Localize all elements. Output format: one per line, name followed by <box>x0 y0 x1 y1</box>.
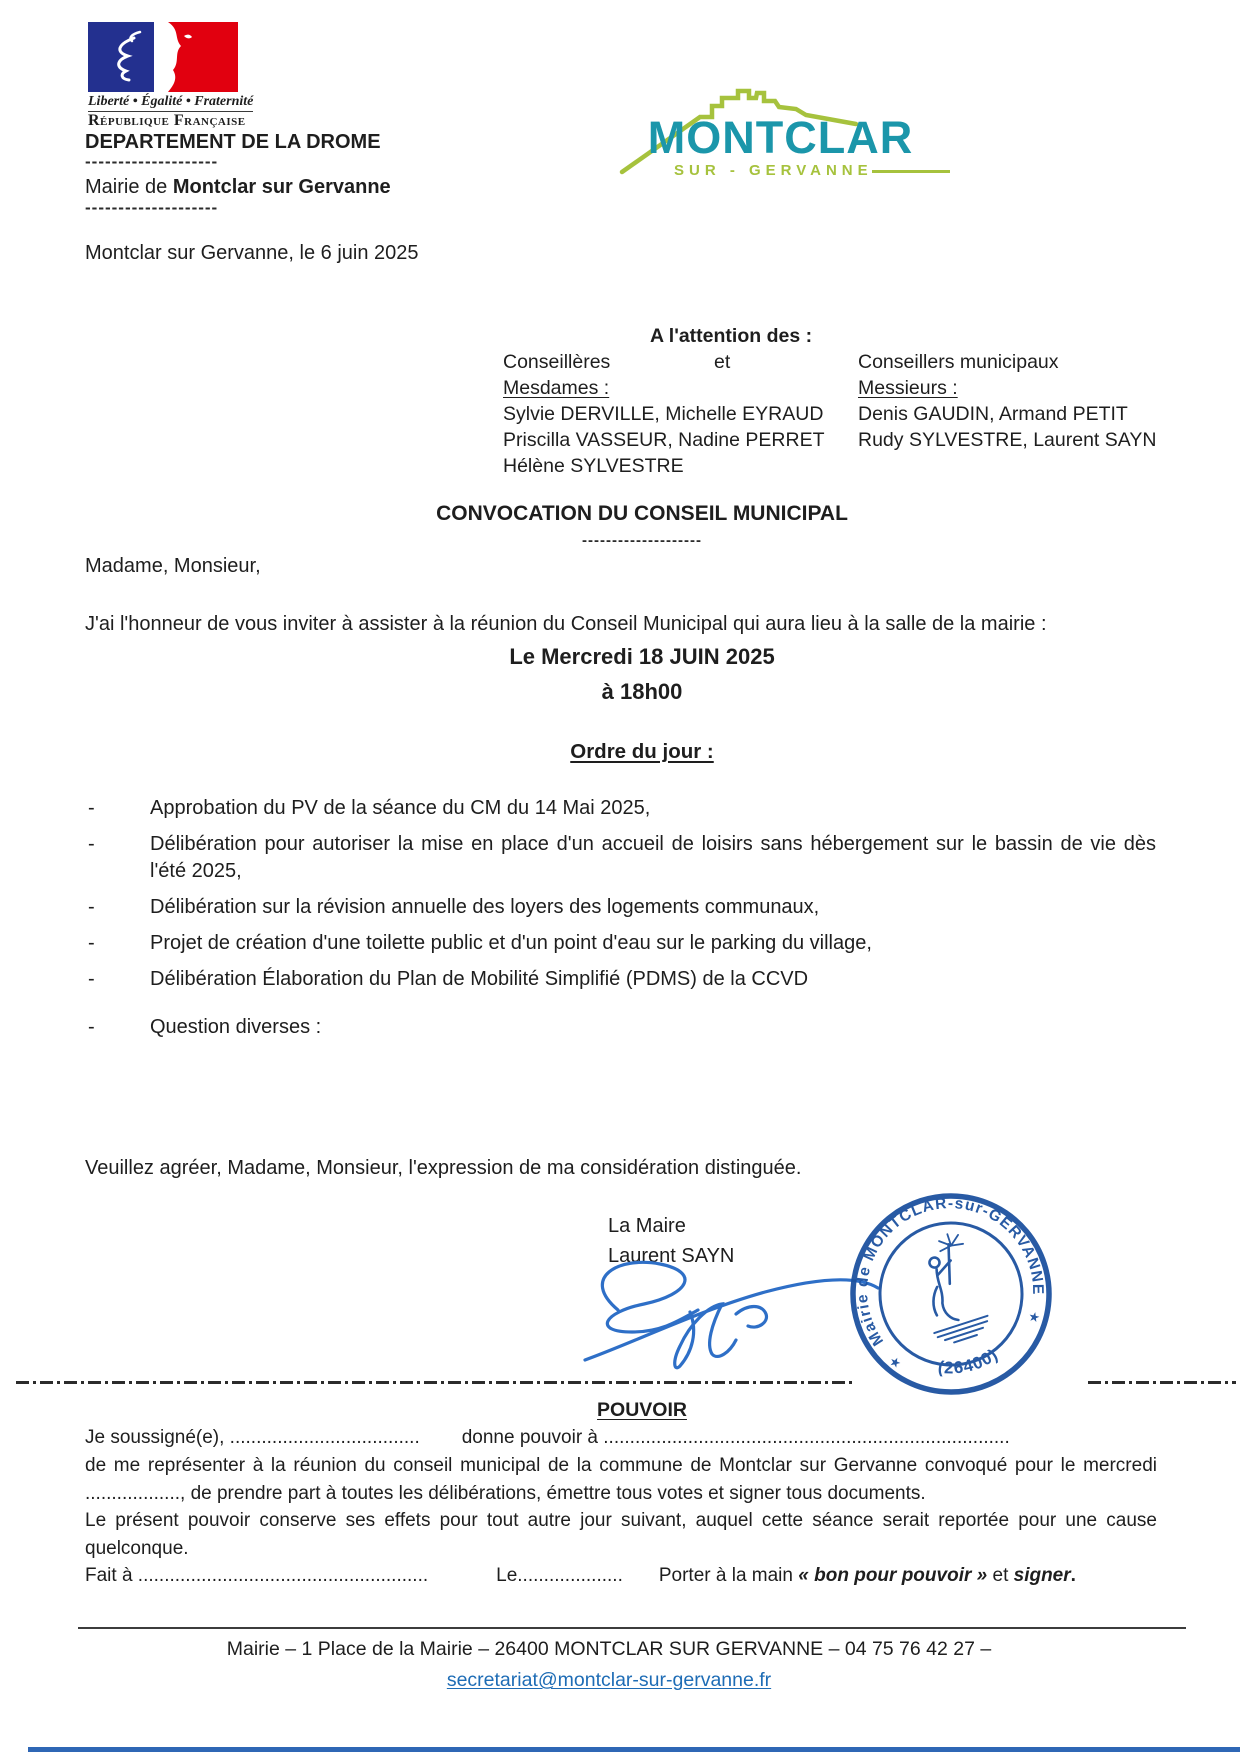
pouvoir-paragraph-2: Le présent pouvoir conserve ses effets pour tout autre jour suivant, auquel cette séance serait reportée pour une cause quelconque. <box>85 1510 1157 1559</box>
agenda-item: - Délibération Élaboration du Plan de Mobilité Simplifié (PDMS) de la CCVD <box>88 966 1156 993</box>
fait-a-field: Fait à ....................................................... <box>85 1565 429 1586</box>
footer-email-line <box>0 1669 1218 1692</box>
department-label: DEPARTEMENT DE LA DROME <box>85 131 381 153</box>
dateline: Montclar sur Gervanne, le 6 juin 2025 <box>85 242 419 264</box>
document-title: CONVOCATION DU CONSEIL MUNICIPAL <box>436 502 848 525</box>
montclar-logo <box>608 64 953 182</box>
dashed-rule-bottom: -------------------- <box>85 198 219 217</box>
attention-right-group: Conseillers municipaux <box>858 351 1059 373</box>
agenda-item: - Délibération sur la révision annuelle des loyers des logements communaux, <box>88 894 1156 921</box>
attention-left-group: Conseillères <box>503 351 611 373</box>
agenda-list <box>88 795 1156 1002</box>
stamp-star-right: ★ <box>1026 1308 1042 1326</box>
mairie-prefix: Mairie de <box>85 176 173 198</box>
closing-paragraph: Veuillez agréer, Madame, Monsieur, l'expression de ma considération distinguée. <box>85 1157 802 1179</box>
pouvoir-paragraph-1: de me représenter à la réunion du conseil municipal de la commune de Montclar sur Gervanne convoqué pour le mercredi .................., de prendre part à toutes les délibérations, émettre tous votes et signer tous documents. <box>85 1455 1157 1504</box>
list-dash: - <box>88 896 95 918</box>
mairie-name: Montclar sur Gervanne <box>172 176 391 198</box>
email-link[interactable]: secretariat@montclar-sur-gervanne.fr <box>446 1669 772 1691</box>
attention-right-heading: Messieurs : <box>858 377 958 399</box>
stamp-ring-text: Mairie de MONTCLAR-sur-GERVANNE <box>853 1195 1047 1349</box>
title-dashed-rule: -------------------- <box>582 532 702 549</box>
meeting-date: Le Mercredi 18 JUIN 2025 <box>509 644 775 669</box>
stamp-star-left: ★ <box>885 1352 905 1372</box>
footer-rule <box>78 1627 1186 1629</box>
attention-left-heading: Mesdames : <box>503 377 610 399</box>
signer-role: La Maire <box>608 1215 686 1237</box>
scan-edge-blue-bar <box>28 1747 1240 1752</box>
cut-line-right <box>1088 1381 1236 1384</box>
pouvoir-line1 <box>85 1424 1157 1452</box>
pouvoir-fait-line <box>85 1562 1157 1590</box>
logo-subtitle: SUR - GERVANNE <box>674 162 873 179</box>
attendee-name: Denis GAUDIN, Armand PETIT <box>858 403 1128 425</box>
logo-wordmark: MONTCLAR <box>647 112 914 163</box>
republique-francaise-label: République Française <box>88 112 246 129</box>
attendee-name: Rudy SYLVESTRE, Laurent SAYN <box>858 429 1157 451</box>
pouvoir-soussigne: Je soussigné(e), .................................... <box>85 1427 420 1448</box>
agenda-item-misc: - Question diverses : <box>88 1014 1156 1041</box>
stamp-marianne-emblem <box>906 1230 992 1347</box>
attendee-name: Hélène SYLVESTRE <box>503 455 684 477</box>
list-dash: - <box>88 968 95 990</box>
list-dash: - <box>88 833 95 855</box>
republique-francaise-logo <box>88 22 238 92</box>
porter-instruction: Porter à la main « bon pour pouvoir » et signer. <box>658 1565 1076 1586</box>
list-dash: - <box>88 932 95 954</box>
pouvoir-title: POUVOIR <box>597 1399 687 1421</box>
logo-subtitle-rule <box>872 170 950 173</box>
intro-paragraph: J'ai l'honneur de vous inviter à assister à la réunion du Conseil Municipal qui aura lieu à la salle de la mairie : <box>85 613 1047 635</box>
salutation: Madame, Monsieur, <box>85 555 261 577</box>
mairie-line <box>85 174 391 201</box>
attendee-name: Sylvie DERVILLE, Michelle EYRAUD <box>503 403 824 425</box>
stamp-seal-icon <box>817 1160 1084 1427</box>
footer-address: Mairie – 1 Place de la Mairie – 26400 MONTCLAR SUR GERVANNE – 04 75 76 42 27 – <box>226 1638 992 1660</box>
motto-line: Liberté • Égalité • Fraternité <box>88 94 253 112</box>
le-field: Le.................... <box>496 1565 623 1586</box>
agenda-item: - Approbation du PV de la séance du CM du 14 Mai 2025, <box>88 795 1156 822</box>
agenda-item: - Projet de création d'une toilette public et d'un point d'eau sur le parking du village, <box>88 930 1156 957</box>
mairie-round-stamp <box>817 1160 1084 1427</box>
dashed-rule-top: -------------------- <box>85 152 219 171</box>
attention-joiner: et <box>714 351 731 373</box>
list-dash: - <box>88 1016 95 1038</box>
spacer <box>623 1562 659 1590</box>
signer-name: Laurent SAYN <box>608 1245 735 1267</box>
attendee-name: Priscilla VASSEUR, Nadine PERRET <box>503 429 825 451</box>
list-dash: - <box>88 797 95 819</box>
agenda-title: Ordre du jour : <box>570 740 714 763</box>
attention-title: A l'attention des : <box>650 325 813 347</box>
spacer <box>428 1562 496 1590</box>
spacer <box>420 1424 462 1452</box>
meeting-time: à 18h00 <box>601 679 683 704</box>
french-flag-marianne-icon <box>88 22 238 92</box>
pouvoir-donne-pouvoir: donne pouvoir à ............................................................................. <box>461 1427 1010 1448</box>
stamp-postcode: (26400) <box>936 1344 1002 1378</box>
cut-line-left <box>16 1381 854 1384</box>
agenda-item: - Délibération pour autoriser la mise en place d'un accueil de loisirs sans hébergement sur le bassin de vie dès l'été 2025, <box>88 831 1156 885</box>
